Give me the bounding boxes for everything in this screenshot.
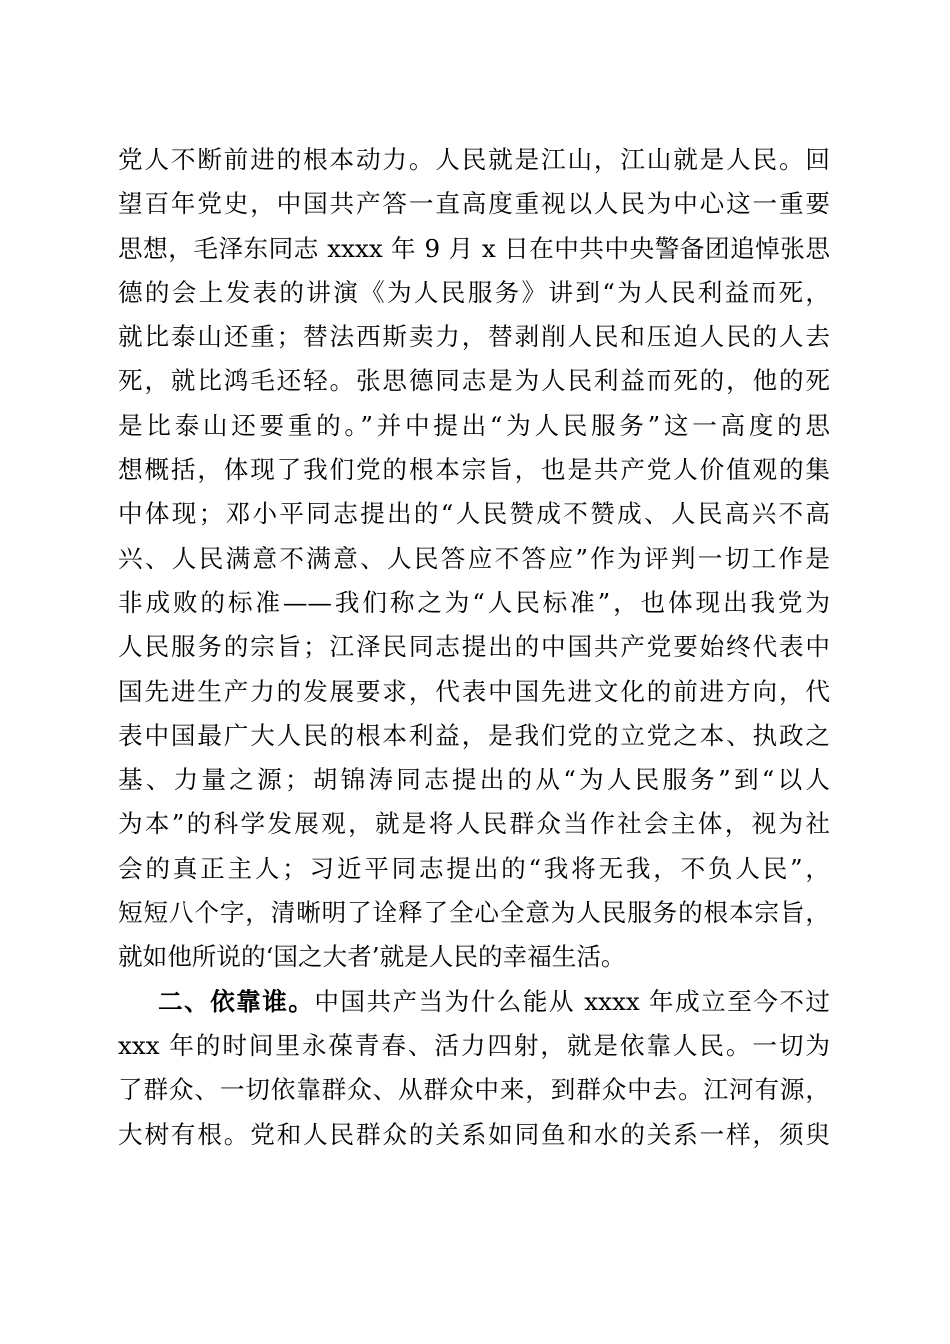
paragraph-line: 表中国最广大人民的根本利益，是我们党的立党之本、执政之 <box>118 720 830 750</box>
paragraph-line: 短短八个字，清晰明了诠释了全心全意为人民服务的根本宗旨， <box>118 898 830 928</box>
paragraph-line: 就如他所说的‘国之大者’就是人民的幸福生活。 <box>118 942 626 972</box>
paragraph-line: 非成败的标准——我们称之为“人民标准”，也体现出我党为 <box>118 587 830 617</box>
section-2-heading: 二、依靠谁。 <box>158 986 315 1016</box>
paragraph-line: 国先进生产力的发展要求，代表中国先进文化的前进方向，代 <box>118 676 830 706</box>
paragraph-line: 中体现；邓小平同志提出的“人民赞成不赞成、人民高兴不高 <box>118 499 830 529</box>
paragraph-line: 大树有根。党和人民群众的关系如同鱼和水的关系一样，须臾 <box>118 1119 830 1149</box>
paragraph-line: 德的会上发表的讲演《为人民服务》讲到“为人民利益而死， <box>118 277 830 307</box>
paragraph-1 <box>118 138 830 980</box>
paragraph-line: 了群众、一切依靠群众、从群众中来，到群众中去。江河有源， <box>118 1075 830 1105</box>
paragraph-line: 兴、人民满意不满意、人民答应不答应”作为评判一切工作是 <box>118 543 830 573</box>
section-2-first-line <box>118 980 830 1024</box>
paragraph-line: 想概括，体现了我们党的根本宗旨，也是共产党人价值观的集 <box>118 455 830 485</box>
document-body <box>118 138 830 1157</box>
paragraph-line: xxx 年的时间里永葆青春、活力四射，就是依靠人民。一切为 <box>118 1030 830 1060</box>
paragraph-line: 党人不断前进的根本动力。人民就是江山，江山就是人民。回 <box>118 145 830 174</box>
paragraph-line: 会的真正主人；习近平同志提出的“我将无我，不负人民”， <box>118 853 830 883</box>
section-2 <box>118 980 830 1157</box>
paragraph-line: 为本”的科学发展观，就是将人民群众当作社会主体，视为社 <box>118 809 830 839</box>
paragraph-line: 人民服务的宗旨；江泽民同志提出的中国共产党要始终代表中 <box>118 632 830 662</box>
section-2-first-line-text: 中国共产当为什么能从 xxxx 年成立至今不过 <box>314 986 830 1016</box>
paragraph-line: 是比泰山还要重的。”并中提出“为人民服务”这一高度的思 <box>118 410 830 440</box>
paragraph-line: 思想，毛泽东同志 xxxx 年 9 月 x 日在中共中央警备团追悼张思 <box>118 233 830 263</box>
paragraph-line: 死，就比鸿毛还轻。张思德同志是为人民利益而死的，他的死 <box>118 366 830 396</box>
paragraph-line: 望百年党史，中国共产答一直高度重视以人民为中心这一重要 <box>118 189 830 219</box>
paragraph-line: 基、力量之源；胡锦涛同志提出的从“为人民服务”到“以人 <box>118 765 830 795</box>
paragraph-line: 就比泰山还重；替法西斯卖力，替剥削人民和压迫人民的人去 <box>118 322 830 352</box>
